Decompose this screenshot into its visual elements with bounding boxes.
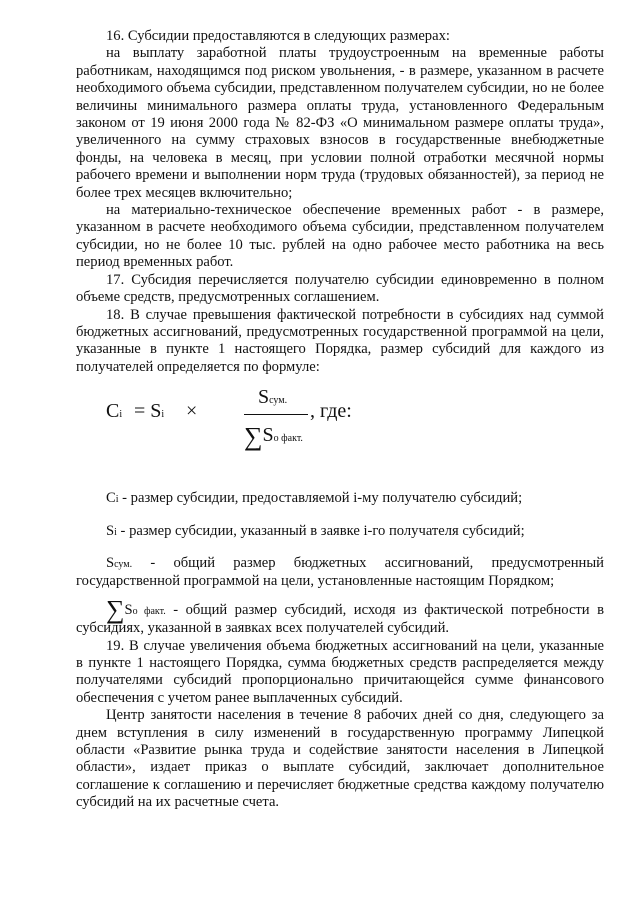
definition-ci: Ci - размер субсидии, предоставляемой i-му получателю субсидий;	[106, 490, 523, 507]
paragraph-16-wages: на выплату заработной платы трудоустроенным на временные работы работникам, находящимся под риском увольнения, - в размере, указанном в расчете необходимого объема субсидии, представленном получателем субсидии, но не более величины минимального размера оплаты труда, установленного Федеральным законом от 19 июня 2000 года № 82-ФЗ «О минимальном размере оплаты труда», увеличенного на сумму страховых взносов в государственные внебюджетные фонды, на человека в месяц, при условии полной отработки месячной нормы рабочего времени и выполнении норм труда (трудовых обязанностей), за период не более трех месяцев включительно;	[76, 45, 604, 201]
paragraph-17: 17. Субсидия перечисляется получателю субсидии единовременно в полном объеме средств, предусмотренных соглашением.	[76, 271, 604, 306]
paragraph-16-heading: 16. Субсидии предоставляются в следующих размерах:	[106, 28, 450, 44]
subsidy-formula	[76, 382, 604, 470]
formula-tail: , где:	[310, 400, 352, 423]
paragraph-employment-center: Центр занятости населения в течение 8 рабочих дней со дня, следующего за днем вступления в силу изменений в государственную программу Липецкой области «Развитие рынка труда и содействие занятости населения в Липецкой области», издает приказ о выплате субсидий, заключает дополнительное соглашение к соглашению и перечисляет бюджетные средства каждому получателю субсидий на их расчетные счета.	[76, 707, 604, 811]
definition-si: Si - размер субсидии, указанный в заявке i-го получателя субсидий;	[106, 522, 525, 539]
formula-denominator: ∑Sо факт.	[244, 422, 303, 452]
document-page	[76, 28, 604, 812]
definition-sfact: ∑Sо факт. - общий размер субсидий, исходя из фактической потребности в субсидиях, указанной в заявках всех получателей субсидий.	[76, 594, 604, 637]
paragraph-19: 19. В случае увеличения объема бюджетных ассигнований на цели, указанные в пункте 1 настоящего Порядка, сумма бюджетных средств распределяется между получателями субсидий пропорционально причитающейся сумме финансового обеспечения с учетом ранее выплаченных субсидий.	[76, 637, 604, 706]
formula-times: ×	[186, 400, 198, 423]
formula-numerator: Sсум.	[258, 386, 288, 409]
paragraph-16-material: на материально-техническое обеспечение временных работ - в размере, указанном в расчете необходимого объема субсидии, представленном получателем субсидии, но не более 10 тыс. рублей на одно рабочее место работника на весь период временных работ.	[76, 202, 604, 271]
paragraph-18: 18. В случае превышения фактической потребности в субсидиях над суммой бюджетных ассигнований, предусмотренных государственной программой на цели, указанные в пункте 1 настоящего Порядка, размер субсидий для каждого из получателей определяется по формуле:	[76, 306, 604, 375]
definition-ssum: Sсум. - общий размер бюджетных ассигнований, предусмотренный государственной программой на цели, установленные настоящим Порядком;	[76, 554, 604, 590]
formula-ci: Ci	[106, 400, 123, 423]
formula-eq-si: = Si	[134, 400, 165, 423]
definitions	[76, 490, 604, 637]
fraction-bar	[244, 414, 308, 415]
